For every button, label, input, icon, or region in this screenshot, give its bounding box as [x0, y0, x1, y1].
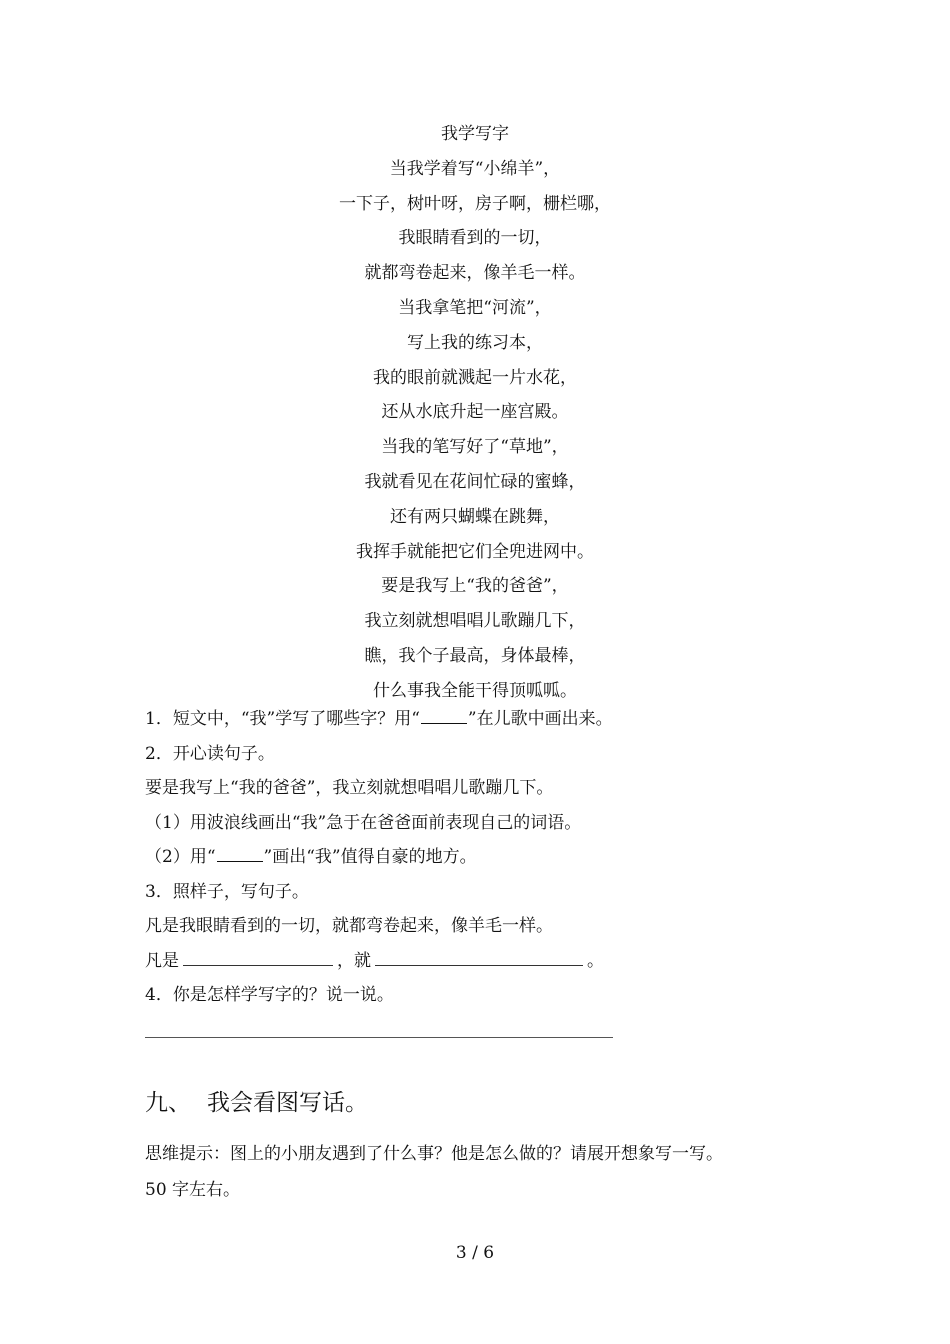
section-9-hint: [145, 1136, 825, 1208]
poem-line: 还有两只蝴蝶在跳舞，: [390, 506, 560, 527]
poem-line: 当我学着写“小绵羊”，: [389, 158, 561, 179]
poem-line: 什么事我全能干得顶呱呱。: [373, 680, 577, 701]
question-2: 2．开心读句子。: [145, 743, 275, 764]
question-1-text-end: ”在儿歌中画出来。: [467, 709, 613, 729]
poem-line: 我挥手就能把它们全兜进网中。: [356, 541, 594, 562]
poem-title: 我学写字: [441, 124, 509, 144]
fill-prefix: 凡是: [145, 950, 179, 971]
poem-line: 当我拿笔把“河流”，: [398, 297, 552, 318]
question-3-fill: [145, 944, 825, 979]
poem-line: 我立刻就想唱唱儿歌蹦几下，: [364, 611, 586, 632]
section-heading: 我会看图写话。: [207, 1090, 368, 1116]
question-2-part-2: [145, 840, 825, 875]
word-count-note: 50 字左右。: [145, 1180, 241, 1200]
underline-symbol: [421, 708, 467, 724]
question-3-example: 凡是我眼睛看到的一切，就都弯卷起来，像羊毛一样。: [145, 916, 553, 936]
poem-line: 还从水底升起一座宫殿。: [381, 402, 569, 423]
poem-line: 我眼睛看到的一切，: [398, 228, 552, 249]
question-1: [145, 702, 825, 737]
question-2-part-1: （1）用波浪线画出“我”急于在爸爸面前表现自己的词语。: [145, 812, 582, 833]
poem-line: 一下子，树叶呀，房子啊，栅栏哪，: [339, 193, 611, 214]
poem-line: 我就看见在花间忙碌的蜜蜂，: [364, 471, 586, 492]
fill-middle: ，就: [337, 950, 371, 971]
fill-blank-1[interactable]: [183, 950, 333, 966]
question-1-text: 1．短文中，“我”学写了哪些字？用“: [145, 709, 420, 729]
section-9-title: [145, 1083, 368, 1123]
answer-line[interactable]: [145, 1037, 613, 1038]
section-number: 九、: [145, 1090, 191, 1116]
poem-line: 我的眼前就溅起一片水花，: [373, 367, 577, 388]
poem-line: 要是我写上“我的爸爸”，: [381, 576, 569, 597]
underline-symbol: [217, 846, 263, 862]
poem-line: 当我的笔写好了“草地”，: [381, 437, 569, 458]
poem-line: 瞧，我个子最高，身体最棒，: [364, 645, 586, 666]
fill-suffix: 。: [587, 950, 604, 971]
question-2-sentence: 要是我写上“我的爸爸”，我立刻就想唱唱儿歌蹦几下。: [145, 778, 554, 798]
fill-blank-2[interactable]: [375, 950, 583, 966]
question-4: 4．你是怎样学写字的？说一说。: [145, 985, 394, 1005]
questions: [145, 702, 825, 1013]
question-2-part-2-text-end: ”画出“我”值得自豪的地方。: [263, 847, 477, 867]
poem-line: 就都弯卷起来，像羊毛一样。: [364, 263, 586, 284]
poem-line: 写上我的练习本，: [407, 332, 543, 353]
question-3: 3．照样子，写句子。: [145, 881, 309, 902]
poem: [0, 117, 950, 709]
page-number: 3 / 6: [455, 1243, 495, 1263]
question-2-part-2-text: （2）用“: [145, 847, 216, 867]
hint-text: 思维提示：图上的小朋友遇到了什么事？他是怎么做的？请展开想象写一写。: [145, 1144, 723, 1164]
